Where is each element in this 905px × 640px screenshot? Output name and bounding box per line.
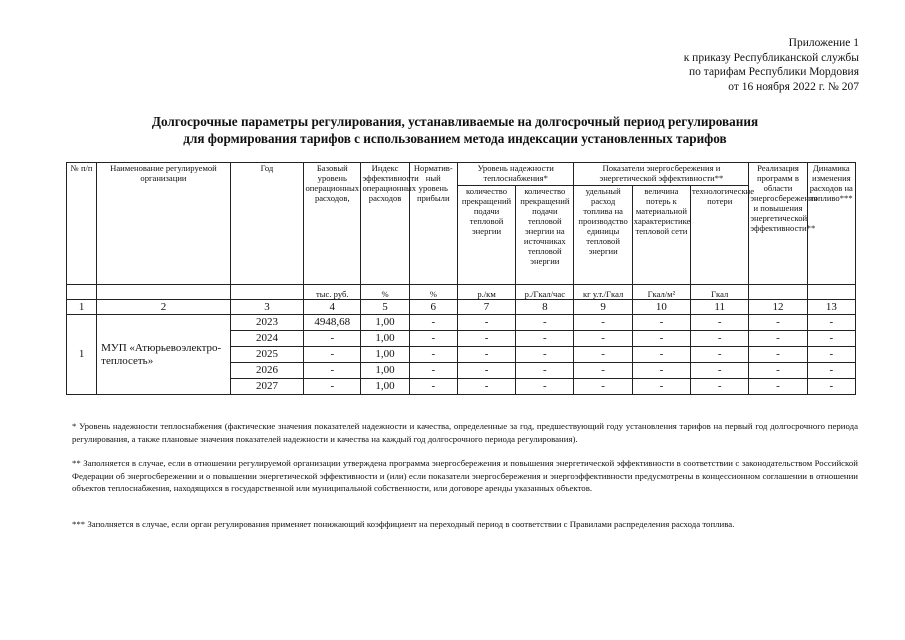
column-number: 10 (632, 300, 690, 315)
footnote-1: * Уровень надежности теплоснабжения (фактические значения показателей надежности и качества, определенные за год, предшествующий году установления тарифов на первый год долгосрочного периода регулирования, а также плановые значения показателей надежности и качества на каждый год долгосрочного периода регулирования). (72, 421, 858, 444)
cell-c12: - (749, 379, 807, 395)
column-number: 1 (67, 300, 97, 315)
header-row-1 (67, 163, 856, 186)
column-number: 4 (304, 300, 361, 315)
cell-c10: - (632, 347, 690, 363)
cell-year: 2025 (230, 347, 303, 363)
cell-index: 1,00 (361, 315, 409, 331)
cell-base: - (304, 379, 361, 395)
appendix-line-3: по тарифам Республики Мордовия (689, 66, 859, 78)
cell-c8: - (516, 315, 574, 331)
cell-c13: - (807, 379, 855, 395)
organization-number: 1 (67, 315, 97, 395)
cell-c6: - (409, 315, 457, 331)
cell-c8: - (516, 379, 574, 395)
unit-en-3: Гкал (691, 285, 749, 300)
cell-c6: - (409, 331, 457, 347)
unit-norm: % (409, 285, 457, 300)
appendix-line-2: к приказу Республиканской службы (683, 51, 859, 64)
cell-c11: - (691, 363, 749, 379)
units-row (67, 285, 856, 300)
cell-c6: - (409, 379, 457, 395)
cell-c6: - (409, 363, 457, 379)
cell-c11: - (691, 315, 749, 331)
cell-c11: - (691, 347, 749, 363)
header-energy-saving: Показатели энергосбережения и энергетической эффективности** (574, 163, 749, 186)
column-number: 3 (230, 300, 303, 315)
cell-c13: - (807, 347, 855, 363)
parameters-table (66, 162, 856, 395)
title-line-2: для формирования тарифов с использованием метода индексации установленных тарифов (183, 131, 727, 146)
header-organization: Наименование регулируемой организации (97, 163, 231, 285)
header-reliability: Уровень надежности теплоснабжения* (457, 163, 574, 186)
header-profit-norm: Нормативный уровень прибыли (409, 163, 457, 285)
title-line-1: Долгосрочные параметры регулирования, устанавливаемые на долгосрочный период регулирования (151, 114, 759, 129)
table-row (67, 315, 856, 331)
cell-c7: - (457, 363, 515, 379)
unit-index: % (361, 285, 409, 300)
cell-c13: - (807, 331, 855, 347)
cell-c7: - (457, 347, 515, 363)
cell-c9: - (574, 315, 632, 331)
column-number: 8 (516, 300, 574, 315)
header-en-sub-3: технологические потери (691, 186, 749, 285)
column-number: 7 (457, 300, 515, 315)
column-number: 2 (97, 300, 231, 315)
column-number: 13 (807, 300, 855, 315)
cell-index: 1,00 (361, 379, 409, 395)
header-rel-sub-1: количество прекращений подачи тепловой энергии (457, 186, 515, 285)
cell-index: 1,00 (361, 347, 409, 363)
cell-year: 2024 (230, 331, 303, 347)
unit-en-2: Гкал/м² (632, 285, 690, 300)
appendix-line-4: от 16 ноября 2022 г. № 207 (728, 80, 859, 93)
unit-rel-1: р./км (457, 285, 515, 300)
appendix-line-1: Приложение 1 (788, 37, 859, 49)
cell-index: 1,00 (361, 363, 409, 379)
cell-year: 2026 (230, 363, 303, 379)
cell-c9: - (574, 379, 632, 395)
header-programs: Реализация программ в области энергосбережения и повышения энергетической эффективности** (749, 163, 807, 285)
appendix-header (559, 36, 859, 94)
header-fuel-dynamics: Динамика изменения расходов на топливо*** (807, 163, 855, 285)
cell-c11: - (691, 331, 749, 347)
document-title (60, 113, 850, 147)
cell-base: - (304, 347, 361, 363)
cell-year: 2027 (230, 379, 303, 395)
column-number: 5 (361, 300, 409, 315)
cell-base: 4948,68 (304, 315, 361, 331)
header-efficiency-index: Индекс эффективности операционных расходов (361, 163, 409, 285)
cell-c8: - (516, 331, 574, 347)
header-en-sub-2: величина потерь к материальной характеристике тепловой сети (632, 186, 690, 285)
unit-en-1: кг у.т./Гкал (574, 285, 632, 300)
cell-c11: - (691, 379, 749, 395)
header-rel-sub-2: количество прекращений подачи тепловой энергии на источниках тепловой энергии (516, 186, 574, 285)
footnote-2: ** Заполняется в случае, если в отношении регулируемой организации утверждена программа энергосбережения и повышения энергетической эффективности в соответствии с законодательством Российской Федерации об энергосбережении и о повышении энергетической эффективности и (или) если показатели энергосбережения и энергоэффективности предусмотрены в концессионном соглашении в отношении объектов теплоснабжения, находящихся в государственной или муниципальной собственности, или договоре аренды указанных объектов. (72, 458, 858, 493)
column-number: 12 (749, 300, 807, 315)
cell-c8: - (516, 347, 574, 363)
organization-name: МУП «Атюрьевоэлектро-теплосеть» (97, 315, 231, 395)
cell-c10: - (632, 315, 690, 331)
cell-c13: - (807, 315, 855, 331)
cell-c10: - (632, 363, 690, 379)
header-number: № п/п (67, 163, 97, 285)
cell-c12: - (749, 331, 807, 347)
cell-c7: - (457, 379, 515, 395)
cell-c12: - (749, 347, 807, 363)
cell-c12: - (749, 315, 807, 331)
cell-c10: - (632, 379, 690, 395)
cell-c7: - (457, 331, 515, 347)
cell-base: - (304, 363, 361, 379)
unit-base: тыс. руб. (304, 285, 361, 300)
column-number: 9 (574, 300, 632, 315)
cell-year: 2023 (230, 315, 303, 331)
header-year: Год (230, 163, 303, 285)
cell-base: - (304, 331, 361, 347)
cell-c13: - (807, 363, 855, 379)
column-number-row (67, 300, 856, 315)
cell-c9: - (574, 331, 632, 347)
cell-c9: - (574, 363, 632, 379)
column-number: 6 (409, 300, 457, 315)
column-number: 11 (691, 300, 749, 315)
cell-c12: - (749, 363, 807, 379)
cell-c9: - (574, 347, 632, 363)
cell-c8: - (516, 363, 574, 379)
cell-index: 1,00 (361, 331, 409, 347)
footnote-3: *** Заполняется в случае, если орган регулирования применяет понижающий коэффициент на переходный период в соответствии с Правилами распределения расхода топлива. (72, 519, 735, 529)
cell-c6: - (409, 347, 457, 363)
cell-c10: - (632, 331, 690, 347)
header-en-sub-1: удельный расход топлива на производство единицы тепловой энергии (574, 186, 632, 285)
header-base-expenses: Базовый уровень операционных расходов, (304, 163, 361, 285)
unit-rel-2: р./Гкал/час (516, 285, 574, 300)
cell-c7: - (457, 315, 515, 331)
